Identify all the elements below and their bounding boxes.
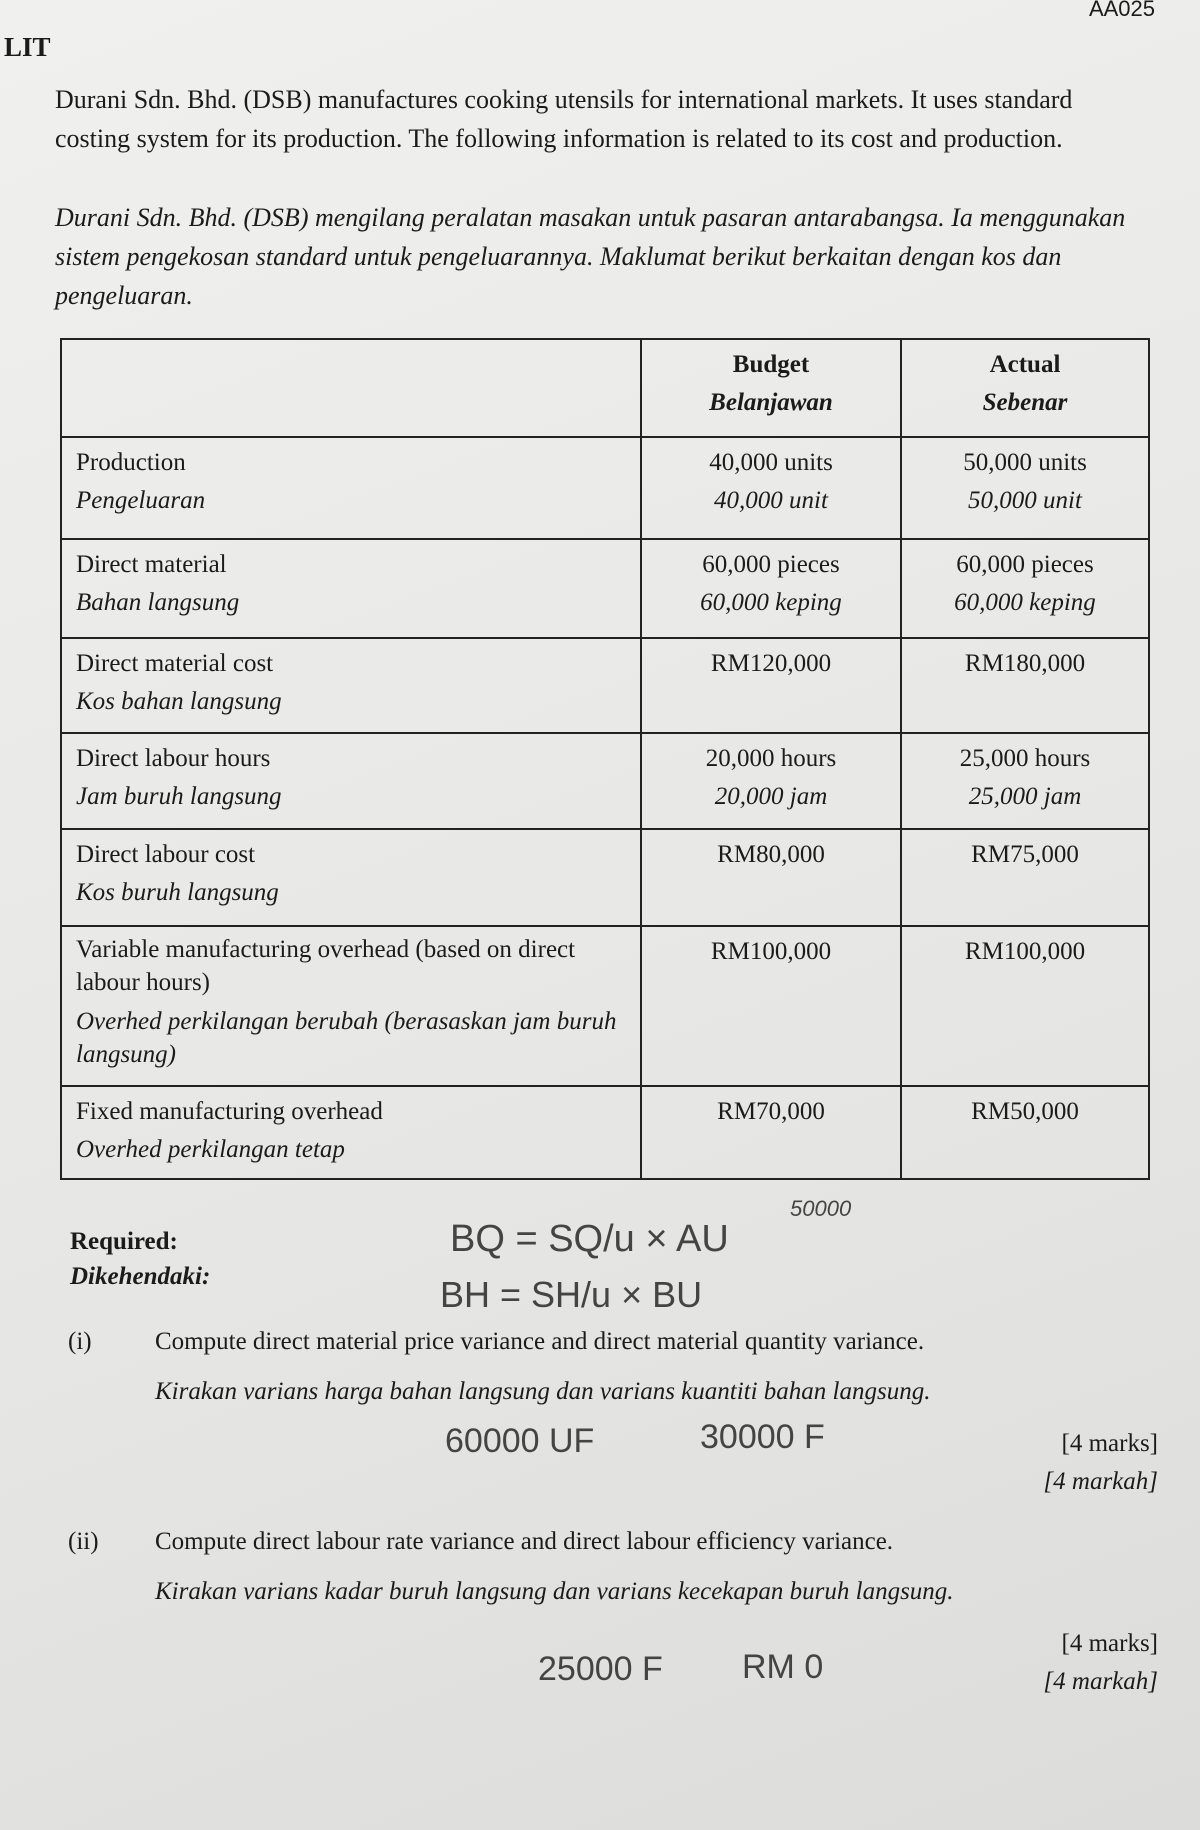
dikehendaki-label: Dikehendaki:: [70, 1263, 211, 1290]
cell-malay: Overhed perkilangan tetap: [76, 1136, 345, 1163]
table-cell: [61, 926, 641, 1086]
cell-english: RM100,000: [964, 938, 1086, 965]
cell-malay: Overhed perkilangan berubah (berasaskan jam buruh langsung): [76, 1008, 617, 1068]
cell-malay: Jam buruh langsung: [76, 783, 282, 810]
cell-english: Direct material cost: [76, 650, 274, 677]
cell-english: Fixed manufacturing overhead: [76, 1098, 383, 1125]
table-row: [61, 829, 1149, 926]
table-row: [61, 1086, 1149, 1179]
table-cell: [901, 539, 1149, 638]
cell-malay: 60,000 keping: [700, 589, 842, 616]
table-cell: [61, 437, 641, 539]
intro-english: Durani Sdn. Bhd. (DSB) manufactures cooking utensils for international markets. It uses standard costing system for its production. The following information is related to its cost and production.: [55, 85, 1073, 153]
table-row: [61, 733, 1149, 829]
header-actual: Actual: [989, 351, 1061, 378]
header-budget: Budget: [732, 351, 810, 378]
handwritten-answer: 30000 F: [700, 1418, 825, 1456]
cell-english: Direct labour cost: [76, 841, 256, 868]
cell-english: RM75,000: [971, 841, 1079, 868]
table-cell: [901, 638, 1149, 733]
question-malay: Kirakan varians kadar buruh langsung dan varians kecekapan buruh langsung.: [155, 1578, 954, 1605]
question-malay: Kirakan varians harga bahan langsung dan varians kuantiti bahan langsung.: [155, 1378, 931, 1405]
cell-english: RM70,000: [717, 1098, 825, 1125]
table-cell: [901, 926, 1149, 1086]
section-label: LIT: [4, 32, 51, 62]
table-row: [61, 638, 1149, 733]
header-sebenar: Sebenar: [982, 389, 1068, 416]
handwritten-answer: 25000 F: [538, 1650, 663, 1688]
table-cell: [641, 733, 901, 829]
marks-malay: [4 markah]: [1043, 1468, 1158, 1495]
question-number: (ii): [68, 1528, 99, 1555]
table-cell: [641, 539, 901, 638]
table-cell: [901, 733, 1149, 829]
cell-malay: Kos buruh langsung: [76, 879, 279, 906]
table-cell: [61, 638, 641, 733]
handwritten-formula: BQ = SQ/u × AU: [450, 1218, 729, 1260]
table-cell: [901, 437, 1149, 539]
table-cell: [641, 829, 901, 926]
table-cell: [61, 829, 641, 926]
cell-english: Variable manufacturing overhead (based on direct labour hours): [76, 936, 576, 996]
question-number: (i): [68, 1328, 92, 1355]
cell-malay: 40,000 unit: [714, 487, 828, 514]
cell-english: Direct labour hours: [76, 745, 271, 772]
cell-malay: 20,000 jam: [714, 783, 828, 810]
cell-english: RM50,000: [971, 1098, 1079, 1125]
cell-malay: Kos bahan langsung: [76, 688, 282, 715]
cell-english: 60,000 pieces: [956, 551, 1094, 578]
table-row: [61, 437, 1149, 539]
header-belanjawan: Belanjawan: [709, 389, 833, 416]
cell-malay: Bahan langsung: [76, 589, 240, 616]
table-cell: [901, 1086, 1149, 1179]
question-english: Compute direct material price variance and direct material quantity variance.: [155, 1328, 925, 1355]
table-cell: [641, 1086, 901, 1179]
cell-english: RM100,000: [710, 938, 832, 965]
cell-english: RM120,000: [710, 650, 832, 677]
handwritten-formula: BH = SH/u × BU: [440, 1274, 703, 1315]
handwritten-answer: 60000 UF: [445, 1422, 595, 1460]
required-label: Required:: [70, 1228, 178, 1255]
question-english: Compute direct labour rate variance and direct labour efficiency variance.: [155, 1528, 894, 1555]
table-cell: [61, 733, 641, 829]
table-cell: [61, 1086, 641, 1179]
table-cell: [901, 829, 1149, 926]
cell-english: 60,000 pieces: [702, 551, 840, 578]
paper-code: AA025: [1088, 0, 1155, 21]
table-header-row: [61, 339, 1149, 437]
table-cell: [641, 638, 901, 733]
marks-english: [4 marks]: [1061, 1430, 1158, 1457]
table-cell: [61, 539, 641, 638]
cell-english: RM80,000: [717, 841, 825, 868]
cell-english: 50,000 units: [963, 449, 1087, 476]
cell-english: 20,000 hours: [705, 745, 837, 772]
handwritten-note: 50000: [790, 1196, 852, 1221]
marks-malay: [4 markah]: [1043, 1668, 1158, 1695]
table-cell: [641, 437, 901, 539]
cost-table: [60, 338, 1150, 1180]
intro-malay: Durani Sdn. Bhd. (DSB) mengilang peralatan masakan untuk pasaran antarabangsa. Ia menggunakan sistem pengekosan standard untuk pengeluarannya. Maklumat berikut berkaitan dengan kos dan pengeluaran.: [55, 203, 1126, 310]
cell-english: Direct material: [76, 551, 227, 578]
table-row: [61, 539, 1149, 638]
table-row: [61, 926, 1149, 1086]
table-cell: [641, 926, 901, 1086]
cell-malay: Pengeluaran: [76, 487, 206, 514]
handwritten-answer: RM 0: [742, 1648, 824, 1686]
cell-english: RM180,000: [964, 650, 1086, 677]
cell-malay: 25,000 jam: [968, 783, 1082, 810]
cell-english: Production: [76, 449, 186, 476]
marks-english: [4 marks]: [1061, 1630, 1158, 1657]
cell-english: 40,000 units: [709, 449, 833, 476]
cell-malay: 60,000 keping: [954, 589, 1096, 616]
cell-english: 25,000 hours: [959, 745, 1091, 772]
cell-malay: 50,000 unit: [968, 487, 1082, 514]
